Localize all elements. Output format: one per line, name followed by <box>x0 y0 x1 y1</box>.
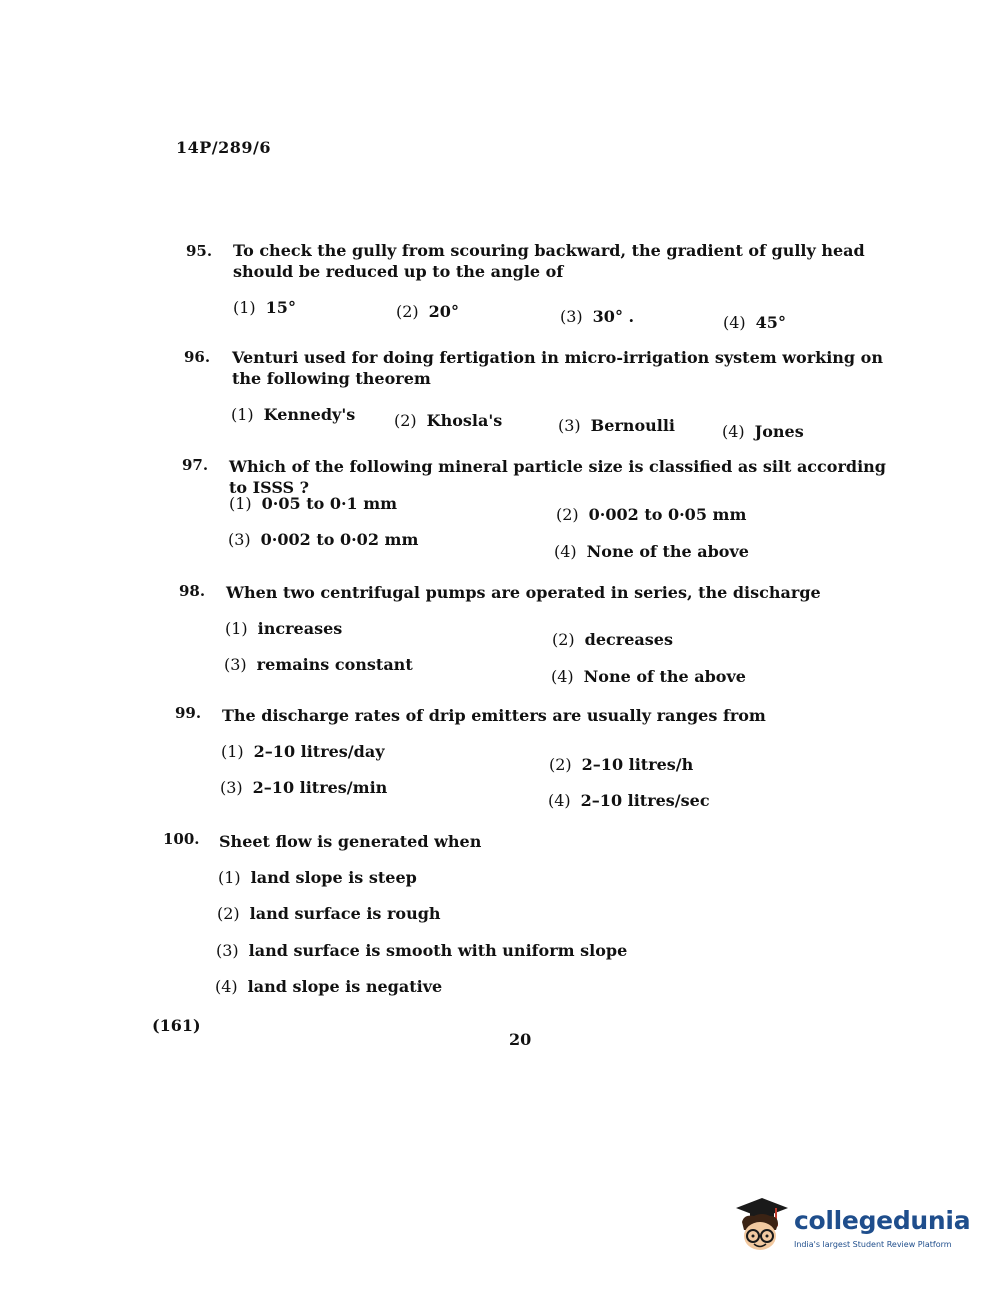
question-text: When two centrifugal pumps are operated in series, the discharge <box>226 583 821 602</box>
option-4: (4) None of the above <box>554 542 749 561</box>
option-3: (3) remains constant <box>224 655 413 674</box>
option-4: (4) Jones <box>722 422 804 441</box>
question-number: 95. <box>186 242 213 260</box>
option-3: (3) 2–10 litres/min <box>220 778 388 797</box>
question-text: Sheet flow is generated when <box>219 832 482 851</box>
page-number: 20 <box>509 1030 532 1049</box>
document-code: 14P/289/6 <box>176 138 272 157</box>
option-4: (4) None of the above <box>551 667 746 686</box>
question-number: 99. <box>175 704 202 722</box>
option-1: (1) 15° <box>233 298 296 317</box>
logo-tagline: India's largest Student Review Platform <box>794 1240 952 1249</box>
option-4: (4) land slope is negative <box>215 977 443 996</box>
question-text: Venturi used for doing fertigation in micro-irrigation system working on the following theorem <box>232 348 883 388</box>
option-3: (3) Bernoulli <box>558 416 675 435</box>
option-2: (2) 2–10 litres/h <box>549 755 694 774</box>
question-number: 97. <box>182 456 209 474</box>
option-1: (1) increases <box>225 619 343 638</box>
option-2: (2) decreases <box>552 630 673 649</box>
question-number: 98. <box>179 582 206 600</box>
option-3: (3) land surface is smooth with uniform slope <box>216 941 628 960</box>
question-text: The discharge rates of drip emitters are usually ranges from <box>222 706 766 725</box>
footer-code: (161) <box>152 1016 201 1035</box>
option-2: (2) Khosla's <box>394 411 503 430</box>
option-1: (1) Kennedy's <box>231 405 356 424</box>
graduate-mascot-icon <box>732 1196 792 1260</box>
option-1: (1) 2–10 litres/day <box>221 742 385 761</box>
logo-wordmark: collegedunia <box>794 1206 971 1235</box>
option-1: (1) land slope is steep <box>218 868 417 887</box>
option-2: (2) 20° <box>396 302 459 321</box>
option-2: (2) 0·002 to 0·05 mm <box>556 505 747 524</box>
question-text: To check the gully from scouring backward, the gradient of gully head should be reduced up to the angle of <box>233 241 865 281</box>
option-4: (4) 2–10 litres/sec <box>548 791 710 810</box>
question-number: 96. <box>184 348 211 366</box>
option-3: (3) 30° . <box>560 307 635 326</box>
question-text: Which of the following mineral particle size is classified as silt according to ISSS ? <box>229 457 886 497</box>
option-4: (4) 45° <box>723 313 786 332</box>
option-3: (3) 0·002 to 0·02 mm <box>228 530 419 549</box>
option-1: (1) 0·05 to 0·1 mm <box>229 494 398 513</box>
option-2: (2) land surface is rough <box>217 904 441 923</box>
collegedunia-logo <box>732 1196 971 1260</box>
question-number: 100. <box>163 830 200 848</box>
